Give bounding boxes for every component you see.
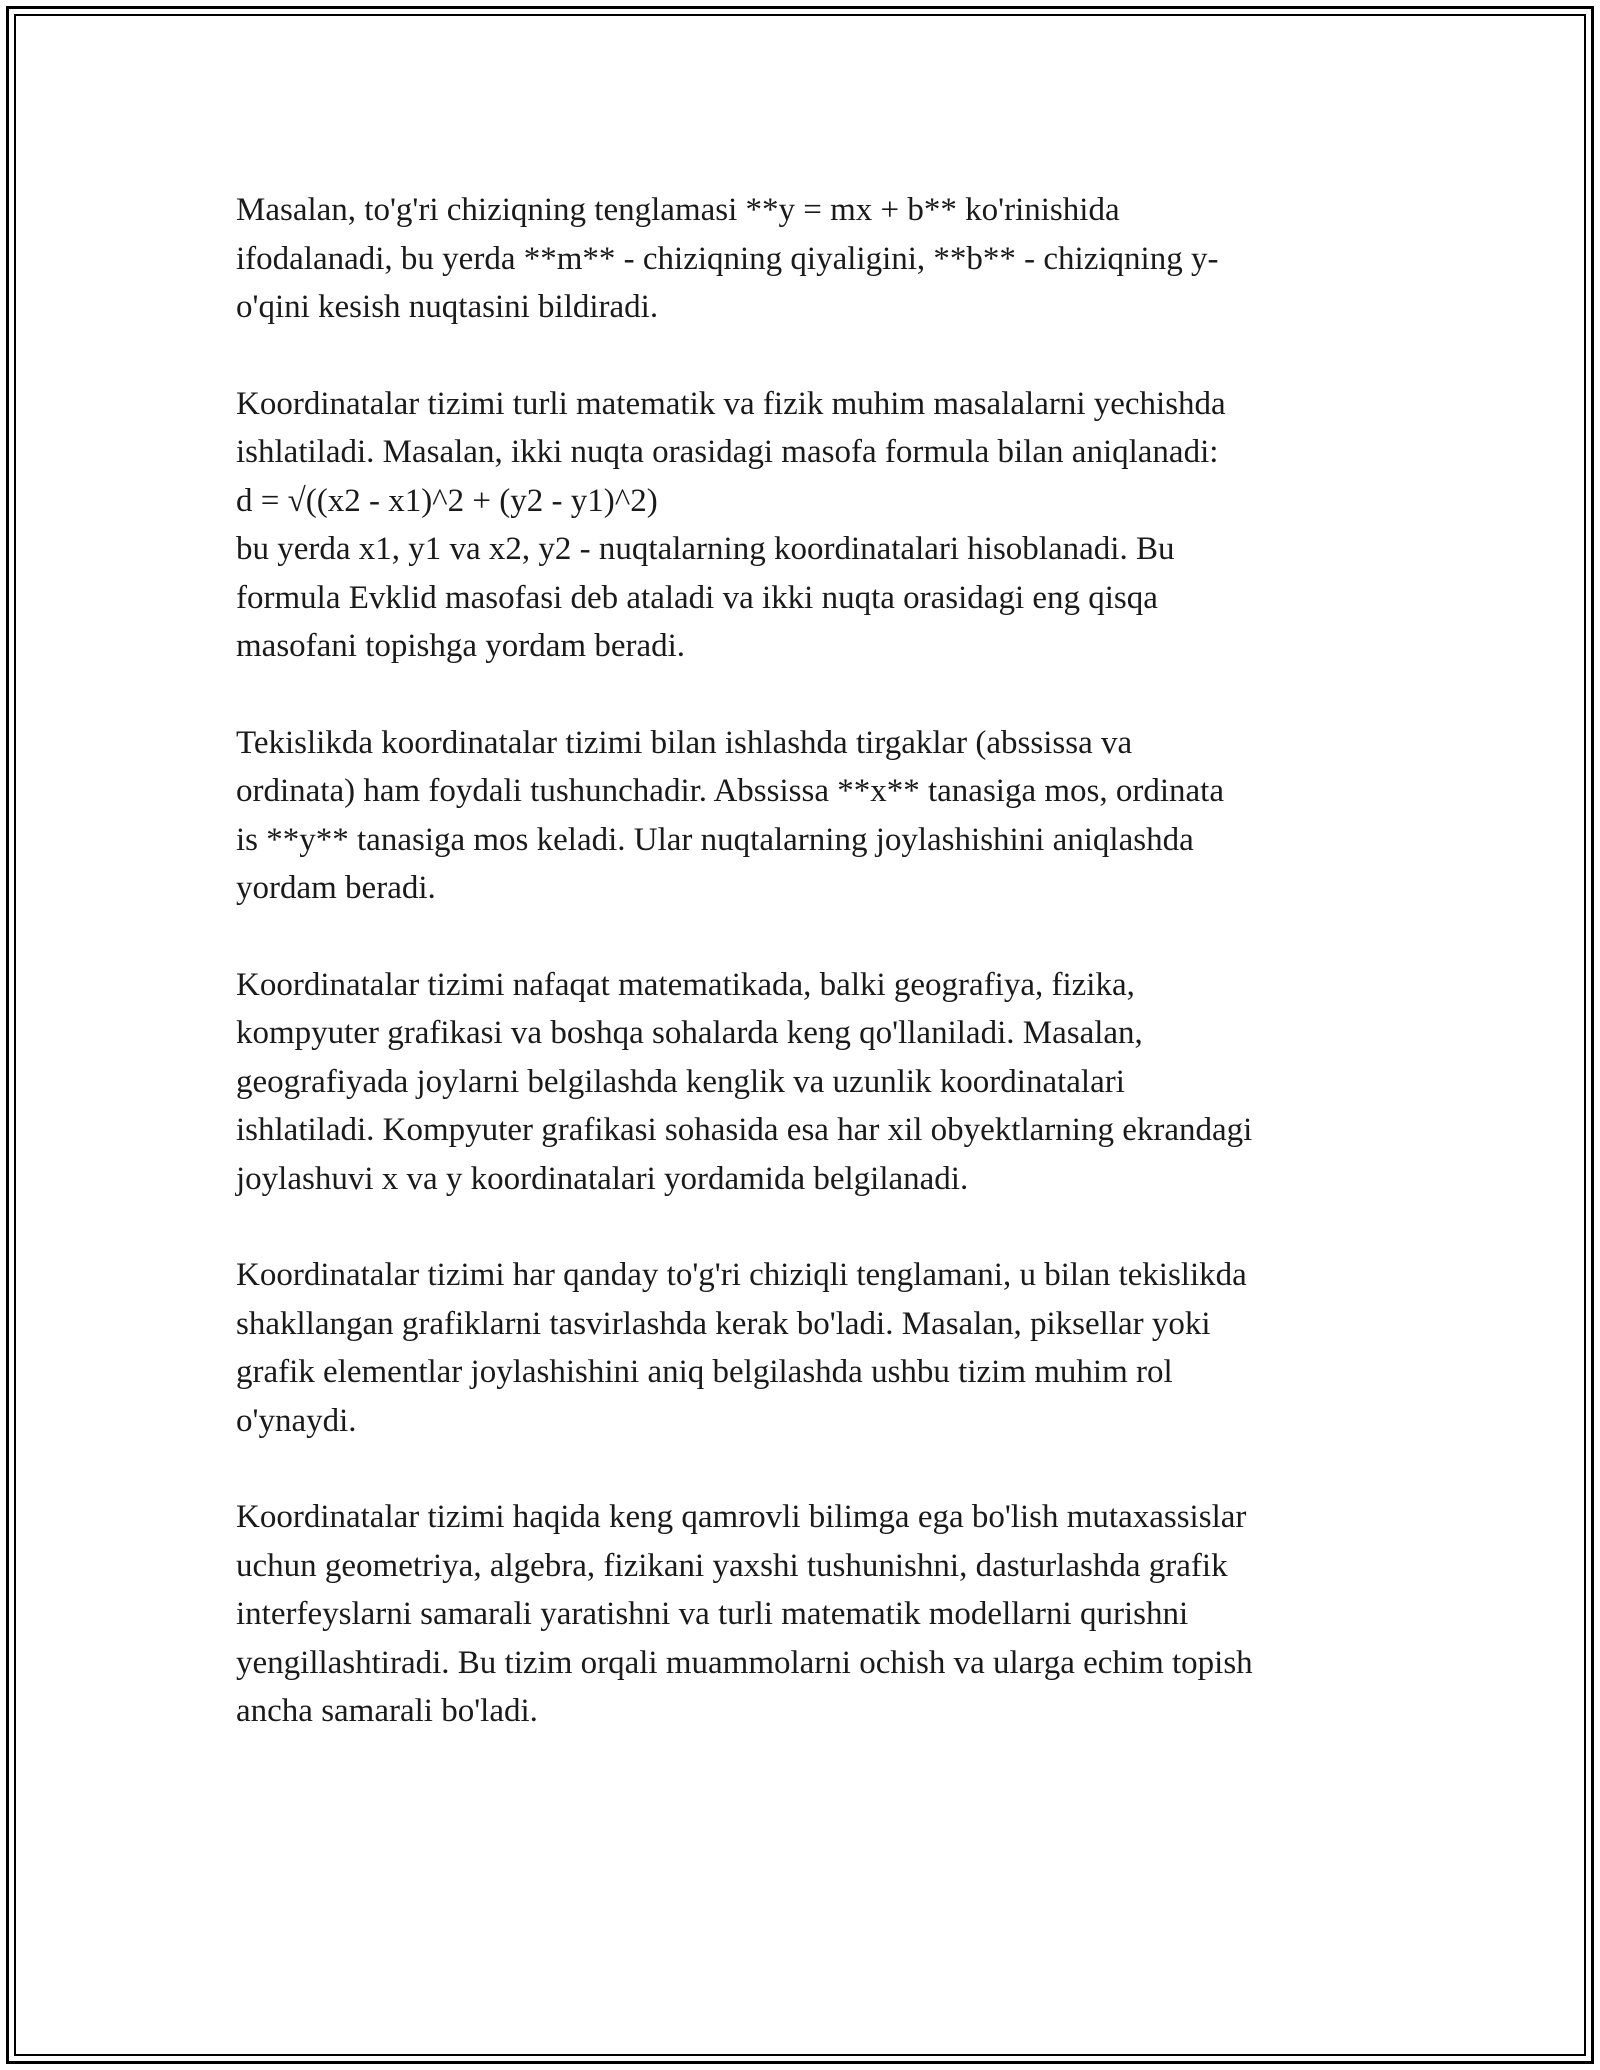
paragraph-distance-formula xyxy=(236,380,1386,671)
text-line: o'qini kesish nuqtasini bildiradi. xyxy=(236,289,659,325)
paragraph-abscissa-ordinate xyxy=(236,719,1386,913)
text-line: yordam beradi. xyxy=(236,870,436,906)
text-line: o'ynaydi. xyxy=(236,1402,357,1439)
text-line: geografiyada joylarni belgilashda kenglik va uzunlik koordinatalari xyxy=(236,1063,1125,1100)
text-line: Tekislikda koordinatalar tizimi bilan ishlashda tirgaklar (abssissa va xyxy=(236,724,1133,761)
text-line: is **y** tanasiga mos keladi. Ular nuqtalarning joylashishini aniqlashda xyxy=(236,821,1194,858)
formula-line: d = √((x2 - x1)^2 + (y2 - y1)^2) xyxy=(236,482,658,519)
text-line: interfeyslarni samarali yaratishni va turli matematik modellarni qurishni xyxy=(236,1596,1189,1632)
text-line: ancha samarali bo'ladi. xyxy=(236,1693,538,1729)
text-line: uchun geometriya, algebra, fizikani yaxshi tushunishni, dasturlashda grafik xyxy=(236,1547,1228,1584)
text-line: grafik elementlar joylashishini aniq belgilashda ushbu tizim muhim rol xyxy=(236,1354,1173,1390)
text-line: formula Evklid masofasi deb ataladi va ikki nuqta orasidagi eng qisqa xyxy=(236,579,1158,616)
text-line: kompyuter grafikasi va boshqa sohalarda keng qo'llaniladi. Masalan, xyxy=(236,1015,1143,1051)
paragraph-line-equation xyxy=(236,186,1386,332)
text-line: shakllangan grafiklarni tasvirlashda kerak bo'ladi. Masalan, piksellar yoki xyxy=(236,1305,1211,1342)
text-line: Masalan, to'g'ri chiziqning tenglamasi **y = mx + b** ko'rinishida xyxy=(236,192,1120,228)
paragraph-applications xyxy=(236,961,1386,1204)
text-line: ishlatiladi. Kompyuter grafikasi sohasida esa har xil obyektlarning ekrandagi xyxy=(236,1112,1253,1148)
text-line: ifodalanadi, bu yerda **m** - chiziqning qiyaligini, **b** - chiziqning y- xyxy=(236,240,1219,277)
text-line: ishlatiladi. Masalan, ikki nuqta orasidagi masofa formula bilan aniqlanadi: xyxy=(236,434,1219,470)
text-line: Koordinatalar tizimi haqida keng qamrovli bilimga ega bo'lish mutaxassislar xyxy=(236,1499,1247,1535)
text-line: Koordinatalar tizimi turli matematik va fizik muhim masalalarni yechishda xyxy=(236,385,1226,422)
text-line: yengillashtiradi. Bu tizim orqali muammolarni ochish va ularga echim topish xyxy=(236,1644,1253,1681)
text-line: Koordinatalar tizimi har qanday to'g'ri chiziqli tenglamani, u bilan tekislikda xyxy=(236,1257,1247,1293)
text-line: bu yerda x1, y1 va x2, y2 - nuqtalarning koordinatalari hisoblanadi. Bu xyxy=(236,531,1175,567)
text-line: masofani topishga yordam beradi. xyxy=(236,628,686,664)
paragraph-graphics xyxy=(236,1251,1386,1445)
document-body xyxy=(236,186,1386,1784)
paragraph-conclusion xyxy=(236,1493,1386,1736)
text-line: joylashuvi x va y koordinatalari yordamida belgilanadi. xyxy=(236,1160,969,1197)
text-line: Koordinatalar tizimi nafaqat matematikada, balki geografiya, fizika, xyxy=(236,966,1135,1003)
text-line: ordinata) ham foydali tushunchadir. Abssissa **x** tanasiga mos, ordinata xyxy=(236,773,1224,809)
